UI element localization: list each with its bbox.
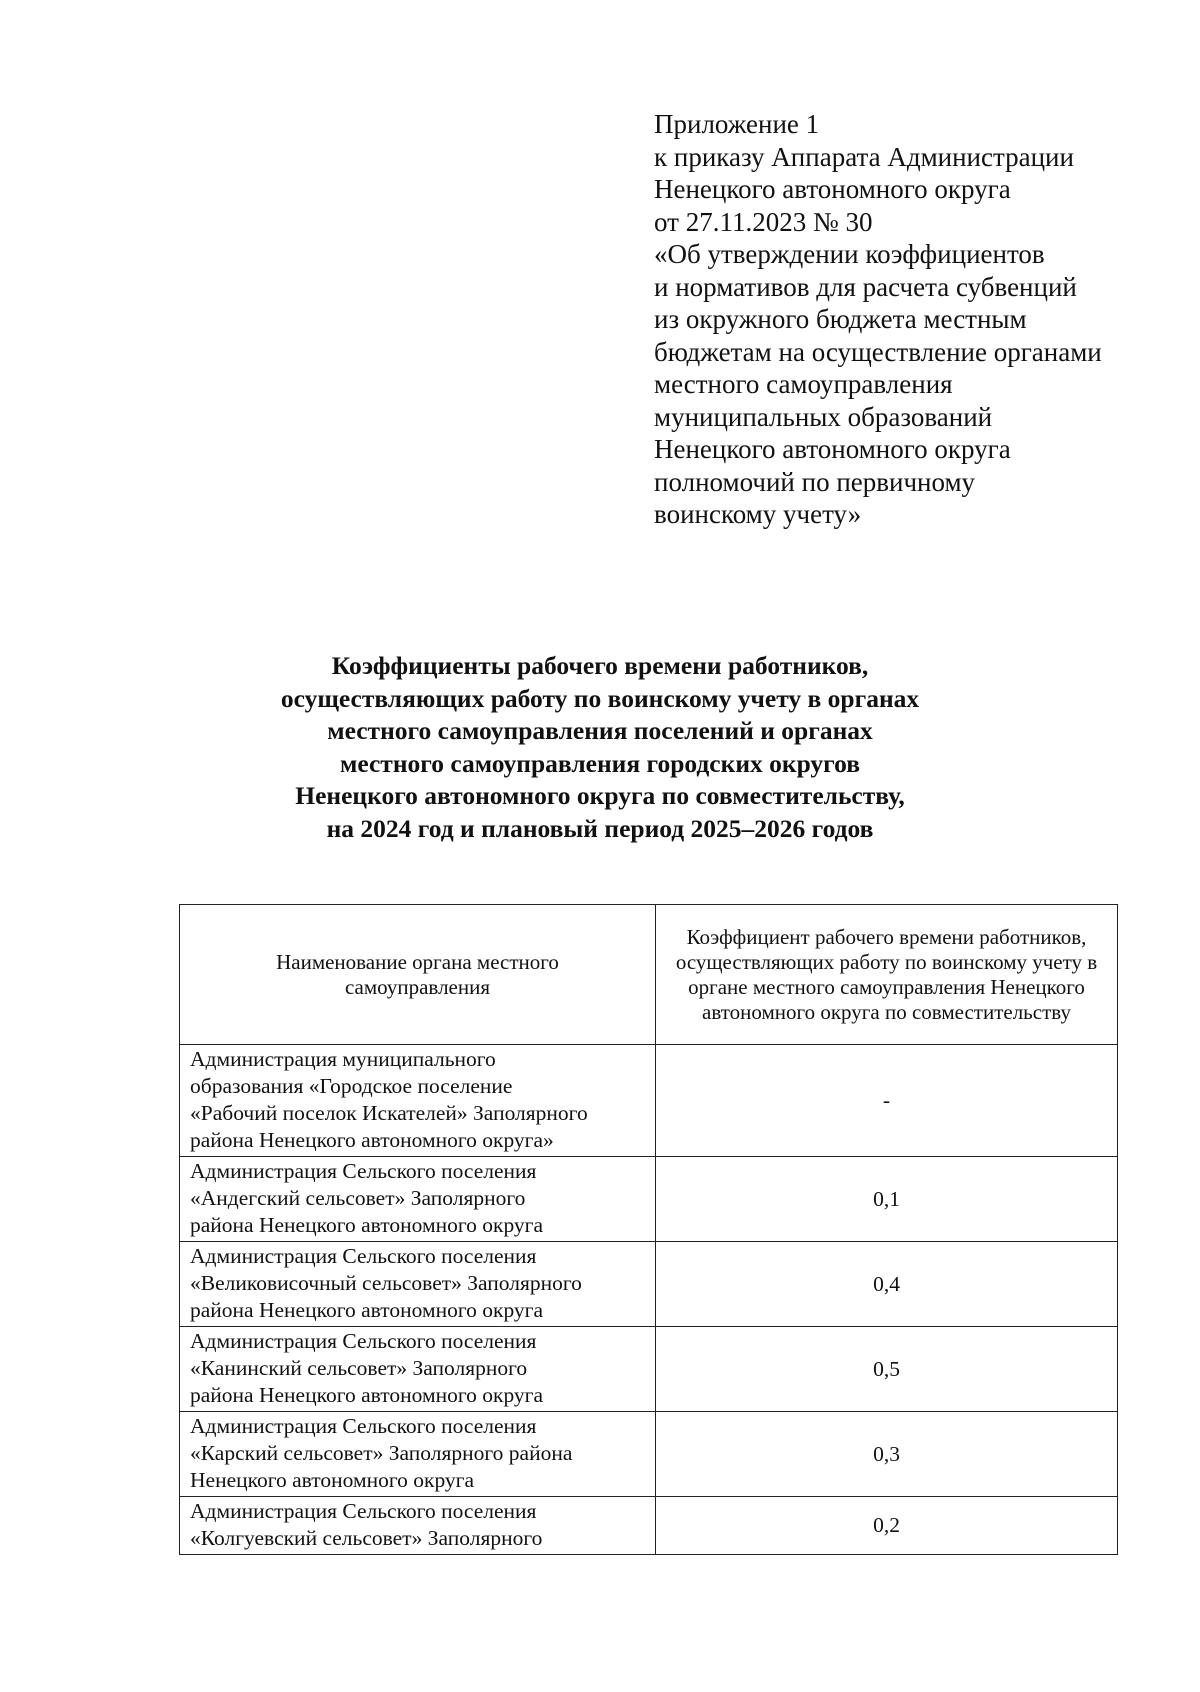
appendix-line: Ненецкого автономного округа [654,434,1011,464]
table-row [180,1242,1118,1327]
appendix-line: Ненецкого автономного округа [654,174,1011,204]
header-coefficient [656,905,1118,1045]
appendix-line: и нормативов для расчета субвенций [654,271,1077,302]
organ-name-line: Администрация Сельского поселения [190,1159,537,1183]
appendix-line: Приложение 1 [654,109,820,139]
document-title [0,650,1200,845]
coefficient-cell: 0,3 [656,1412,1118,1497]
header-organ-name-text: Наименование органа местного самоуправления [276,949,559,999]
organ-name-line: «Андегский сельсовет» Заполярного [190,1186,526,1210]
organ-name-cell [180,1045,656,1157]
table-row [180,1045,1118,1157]
organ-name-cell [180,1412,656,1497]
organ-name-cell [180,1157,656,1242]
table-row [180,1327,1118,1412]
header-coefficient-text: Коэффициент рабочего времени работников, осуществляющих работу по воинскому учету в органе местного самоуправления Ненецкого автономного округа по совместительству [675,924,1098,1024]
table-row [180,1157,1118,1242]
table-row [180,1497,1118,1555]
title-line: Коэффициенты рабочего времени работников, [331,651,869,680]
organ-name-line: образования «Городское поселение [190,1074,513,1098]
coefficient-cell: 0,1 [656,1157,1118,1242]
title-line: местного самоуправления поселений и органах [327,716,873,745]
organ-name-line: Администрация Сельского поселения [190,1244,537,1268]
appendix-block [654,108,1174,531]
organ-name-line: Администрация Сельского поселения [190,1499,537,1523]
appendix-line: «Об утверждении коэффициентов [654,239,1045,269]
appendix-line: к приказу Аппарата Администрации [654,141,1074,172]
organ-name-line: «Колгуевский сельсовет» Заполярного [190,1526,543,1550]
appendix-line: воинскому учету» [654,499,862,529]
organ-name-line: Ненецкого автономного округа [190,1468,475,1492]
organ-name-cell [180,1327,656,1412]
coefficient-cell: 0,2 [656,1497,1118,1555]
organ-name-line: «Канинский сельсовет» Заполярного [190,1356,528,1380]
coefficients-table [179,904,1118,1555]
appendix-line: полномочий по первичному [654,466,976,497]
coefficient-cell: 0,5 [656,1327,1118,1412]
organ-name-line: Администрация Сельского поселения [190,1414,537,1438]
organ-name-cell [180,1242,656,1327]
organ-name-line: Администрация муниципального [190,1047,496,1071]
title-line: Ненецкого автономного округа по совместительству, [295,781,905,810]
table-header-row [180,905,1118,1045]
appendix-line: местного самоуправления [654,369,953,399]
organ-name-line: Администрация Сельского поселения [190,1329,537,1353]
appendix-line: муниципальных образований [654,401,993,432]
title-line: на 2024 год и плановый период 2025–2026 годов [326,813,874,843]
coefficient-cell: - [656,1045,1118,1157]
organ-name-line: района Ненецкого автономного округа [190,1298,544,1322]
organ-name-line: района Ненецкого автономного округа [190,1383,544,1407]
title-line: осуществляющих работу по воинскому учету в органах [280,683,920,713]
appendix-line: бюджетам на осуществление органами [654,336,1102,367]
appendix-line: из окружного бюджета местным [654,304,1027,334]
organ-name-line: района Ненецкого автономного округа [190,1213,544,1237]
organ-name-line: «Рабочий поселок Искателей» Заполярного [190,1101,588,1125]
title-line: местного самоуправления городских округов [339,748,861,778]
appendix-line: от 27.11.2023 № 30 [654,206,873,237]
header-organ-name [180,905,656,1045]
organ-name-line: района Ненецкого автономного округа» [190,1128,554,1152]
table-row [180,1412,1118,1497]
organ-name-line: «Великовисочный сельсовет» Заполярного [190,1271,582,1295]
organ-name-cell [180,1497,656,1555]
organ-name-line: «Карский сельсовет» Заполярного района [190,1441,573,1465]
coefficient-cell: 0,4 [656,1242,1118,1327]
